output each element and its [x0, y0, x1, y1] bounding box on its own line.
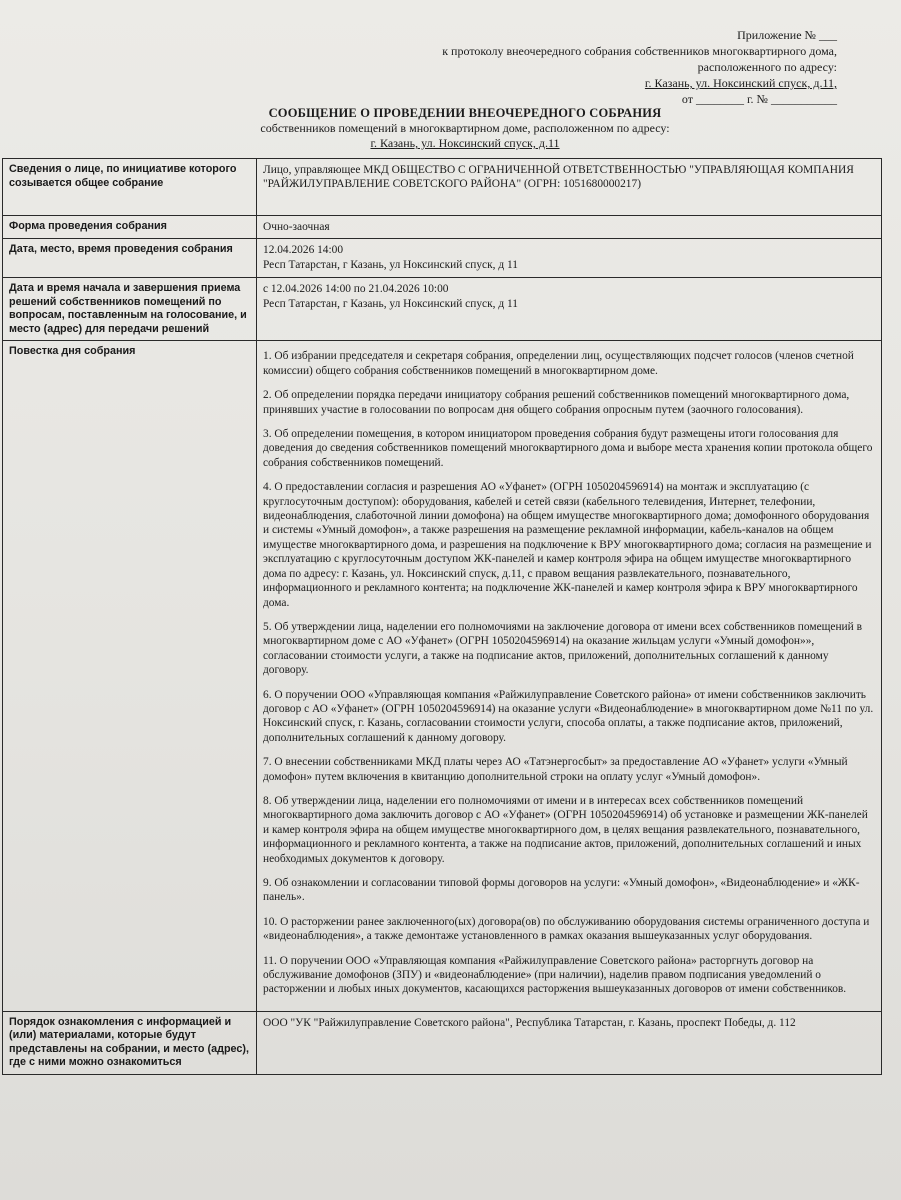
document-title-block	[150, 106, 780, 151]
agenda-item: 11. О поручении ООО «Управляющая компания «Райжилуправление Советского района» расторгнуть договор на обслуживание домофонов (ЗПУ) и «видеонаблюдение» (при наличии), наделив правом подписания уведомлений о расторжении и любых иных документов, касающихся расторжения вышеуказанных договоров от имени собственников.	[263, 954, 847, 996]
document-subtitle: собственников помещений в многоквартирном доме, расположенном по адресу:	[260, 121, 670, 135]
agenda-item: 4. О предоставлении согласия и разрешения АО «Уфанет» (ОГРН 1050204596914) на монтаж и эксплуатацию (с круглосуточным доступом): оборудования, кабелей и сетей связи (кабельного телевидения, Интернет, телефонии, видеонаблюдения, слаботочной линии домофона) на общем имуществе многоквартирного дома; домофонного оборудования и системы «Умный домофон», а также разрешения на размещение рекламной информации, кабель-каналов на общем имуществе многоквартирного дома, и разрешения на подключение к ВРУ многоквартирного дома; согласия на размещение и эксплуатацию с круглосуточным доступом ЖК-панелей и камер контроля эфира на общем имуществе многоквартирного дома по адресу: г. Казань, ул. Ноксинский спуск, д.11, с правом вещания развлекательного, познавательного, информационного и рекламного контента; на подключение ЖК-панелей и камер контроля эфира к ВРУ многоквартирного дома.	[263, 481, 872, 609]
agenda-item: 10. О расторжении ранее заключенного(ых) договора(ов) по обслуживанию оборудования системы ограниченного доступа и «видеонаблюдения», а также демонтаже установленного в рамках оказания вышеуказанных услуг оборудования.	[263, 915, 870, 943]
agenda-item: 3. Об определении помещения, в котором инициатором проведения собрания будут размещены итоги голосования для доведения до сведения собственников помещений многоквартирного дома и выборе места хранения копии протокола общего собрания собственников помещений.	[263, 428, 873, 469]
form-label: Форма проведения собрания	[3, 216, 257, 239]
form-value: Очно-заочная	[257, 216, 882, 239]
row-datetime	[3, 239, 882, 278]
datetime-label: Дата, место, время проведения собрания	[3, 239, 257, 278]
initiator-value: Лицо, управляющее МКД ОБЩЕСТВО С ОГРАНИЧЕННОЙ ОТВЕТСТВЕННОСТЬЮ "УПРАВЛЯЮЩАЯ КОМПАНИЯ "РАЙЖИЛУПРАВЛЕНИЕ СОВЕТСКОГО РАЙОНА" (ОГРН: 1051680000217)	[257, 159, 882, 216]
row-form	[3, 216, 882, 239]
row-agenda	[3, 341, 882, 1011]
datetime-value	[257, 239, 882, 278]
agenda-item: 2. Об определении порядка передачи инициатору собрания решений собственников помещений многоквартирного дома, принявших участие в голосовании по вопросам дня общего собрания опросным путем (заочного голосования).	[263, 389, 850, 416]
meeting-info-table	[2, 158, 882, 1075]
appendix-header	[442, 27, 837, 107]
row-reception	[3, 278, 882, 341]
appendix-address-caption: расположенного по адресу:	[697, 60, 837, 74]
agenda-item: 5. Об утверждении лица, наделении его полномочиями на заключение договора от имени всех собственников помещений в многоквартирном доме с АО «Уфанет» (ОГРН 1050204596914) на оказание жильцам услуги «Умный домофон»», согласовании стоимости услуги, а также на подписание актов, приложений, дополнительных соглашений к данному договору.	[263, 620, 862, 677]
agenda-item: 9. Об ознакомлении и согласовании типовой формы договоров на услуги: «Умный домофон», «Видеонаблюдение» и «ЖК-панель».	[263, 877, 860, 904]
reception-label: Дата и время начала и завершения приема решений собственников помещений по вопросам, поставленным на голосование, и место (адрес) для передачи решений	[3, 278, 257, 341]
datetime-date: 12.04.2026 14:00	[263, 244, 344, 257]
initiator-label: Сведения о лице, по инициативе которого созывается общее собрание	[3, 159, 257, 216]
agenda-item: 6. О поручении ООО «Управляющая компания «Райжилуправление Советского района» от имени собственников заключить договор с АО «Уфанет» (ОГРН 1050204596914) на оказание услуги «Видеонаблюдение» в многоквартирном доме №11 по ул. Ноксинский спуск, г. Казань, согласовании стоимости услуги, способа оплаты, а также подписание актов, приложений, дополнительных соглашений к данному договору.	[263, 688, 874, 744]
row-initiator	[3, 159, 882, 216]
materials-label: Порядок ознакомления с информацией и (или) материалами, которые будут представлены на собрании, и место (адрес), где с ними можно ознакомиться	[3, 1011, 257, 1074]
agenda-item: 1. Об избрании председателя и секретаря собрания, определении лиц, осуществляющих подсчет голосов (членов счетной комиссии) общего собрания собственников помещений в многоквартирном доме.	[263, 350, 854, 377]
datetime-place: Респ Татарстан, г Казань, ул Ноксинский спуск, д 11	[263, 258, 518, 271]
materials-value: ООО "УК "Райжилуправление Советского района", Республика Татарстан, г. Казань, проспект Победы, д. 112	[257, 1011, 882, 1074]
appendix-date-number: от ________ г. № ___________	[681, 92, 837, 106]
row-materials	[3, 1011, 882, 1074]
agenda-item: 7. О внесении собственниками МКД платы через АО «Татэнергосбыт» за предоставление АО «Уфанет» услуги «Умный домофон» путем включения в квитанцию дополнительной строки на оплату услуг «Умный домофон».	[263, 756, 848, 783]
agenda-label: Повестка дня собрания	[3, 341, 257, 1011]
reception-period: с 12.04.2026 14:00 по 21.04.2026 10:00	[263, 283, 449, 296]
agenda-item: 8. Об утверждении лица, наделении его полномочиями от имени и в интересах всех собственников помещений многоквартирного дома заключить договор с АО «Уфанет» (ОГРН 1050204596914) об установке и размещении ЖК-панелей и камер контроля эфира на общем имуществе многоквартирного дом, в целях вещания развлекательного, познавательного, информационного и рекламного контента, а также на подписание актов, приложений, дополнительных соглашений и иных необходимых документов к договору.	[263, 794, 868, 865]
reception-value	[257, 278, 882, 341]
appendix-address: г. Казань, ул. Ноксинский спуск, д.11,	[644, 76, 837, 90]
document-address: г. Казань, ул. Ноксинский спуск, д.11	[370, 136, 560, 150]
agenda-list	[257, 341, 882, 1011]
reception-place: Респ Татарстан, г Казань, ул Ноксинский спуск, д 11	[263, 297, 518, 310]
document-title: СООБЩЕНИЕ О ПРОВЕДЕНИИ ВНЕОЧЕРЕДНОГО СОБРАНИЯ	[268, 106, 662, 120]
appendix-number: Приложение № ___	[737, 28, 837, 42]
appendix-protocol-line: к протоколу внеочередного собрания собственников многоквартирного дома,	[442, 44, 837, 58]
